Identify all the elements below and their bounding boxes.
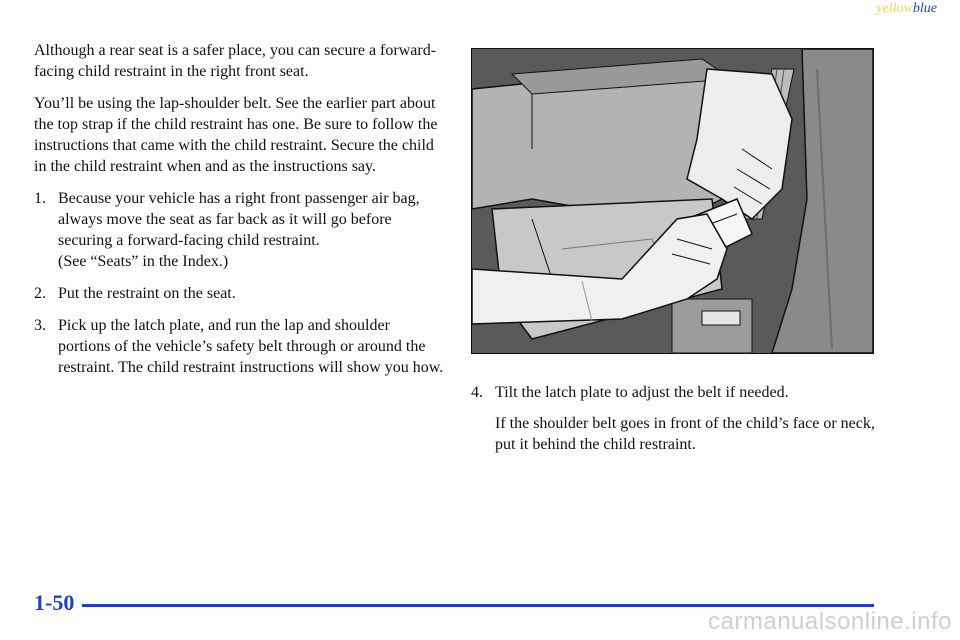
header-tag-blue: blue xyxy=(912,1,937,16)
step-text: Pick up the latch plate, and run the lap and shoulder portions of the vehicle’s safety belt through or around the restraint. The child restraint instructions will show you how. xyxy=(58,317,444,376)
step-4-continuation: If the shoulder belt goes in front of the child’s face or neck, put it behind the child restraint. xyxy=(495,415,875,453)
header-color-tag xyxy=(876,1,937,17)
step-2 xyxy=(34,283,444,304)
right-column xyxy=(471,382,891,455)
step-number: 4. xyxy=(471,384,483,401)
step-text: Tilt the latch plate to adjust the belt if needed. xyxy=(495,384,789,401)
watermark: carmanualsonline.info xyxy=(708,608,952,635)
lap-shoulder-paragraph: You’ll be using the lap-shoulder belt. See the earlier part about the top strap if the child restraint has one. Be sure to follow the instructions that came with the child restraint. Secure the child in the child restraint when and as the instructions say. xyxy=(34,95,438,175)
seat-belt-illustration-svg xyxy=(472,49,873,353)
step-4 xyxy=(471,382,891,403)
step-number: 3. xyxy=(34,317,46,334)
header-tag-yellow: yellow xyxy=(876,1,913,16)
latch-plate-illustration xyxy=(471,48,874,354)
step-number: 1. xyxy=(34,190,46,207)
step-text: Because your vehicle has a right front passenger air bag, always move the seat as far back as it will go before securing a forward-facing child restraint. xyxy=(58,190,420,249)
page-number: 1-50 xyxy=(34,590,75,615)
footer-rule xyxy=(82,604,874,607)
step-note: (See “Seats” in the Index.) xyxy=(58,253,229,270)
left-column xyxy=(34,40,444,389)
step-text: Put the restraint on the seat. xyxy=(58,285,236,302)
step-3 xyxy=(34,315,444,378)
step-number: 2. xyxy=(34,285,46,302)
step-1 xyxy=(34,188,444,272)
intro-paragraph: Although a rear seat is a safer place, you can secure a forward-facing child restraint in the right front seat. xyxy=(34,42,437,80)
